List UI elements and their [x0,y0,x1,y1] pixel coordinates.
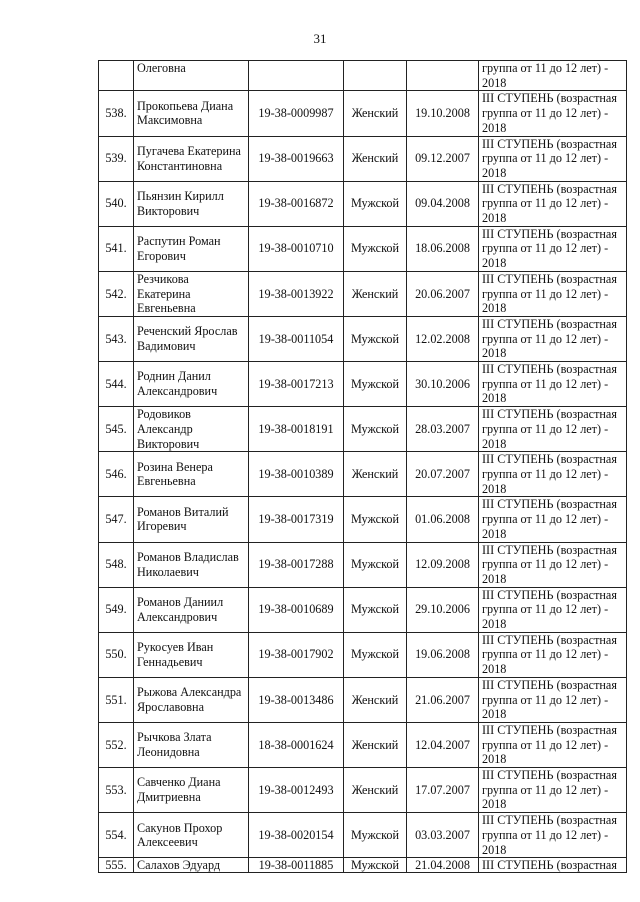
birth-date-cell: 12.09.2008 [407,542,479,587]
category-cell [479,632,627,677]
birth-date-cell: 20.06.2007 [407,271,479,316]
birth-date-cell: 09.12.2007 [407,136,479,181]
category-line: группа от 11 до 12 лет) - [482,827,609,842]
participant-name-cell: Резчикова Екатерина Евгеньевна [134,271,249,316]
category-line: III СТУПЕНЬ (возрастная [482,362,617,377]
sex-cell: Мужской [344,813,407,858]
registration-id-cell: 19-38-0017902 [249,632,344,677]
sex-cell: Мужской [344,858,407,873]
category-cell [479,858,627,873]
participant-name-cell: Пугачева Екатерина Константиновна [134,136,249,181]
sex-cell: Мужской [344,497,407,542]
participant-name-cell: Романов Владислав Николаевич [134,542,249,587]
row-number-cell: 543. [99,316,134,361]
sex-cell: Женский [344,452,407,497]
category-line: III СТУПЕНЬ (возрастная [482,271,617,286]
birth-date-cell: 20.07.2007 [407,452,479,497]
row-number-cell: 555. [99,858,134,873]
category-cell [479,271,627,316]
category-line: группа от 11 до 12 лет) - [482,241,609,256]
row-number-cell: 551. [99,677,134,722]
category-cell [479,497,627,542]
category-line: группа от 11 до 12 лет) - [482,692,609,707]
category-line: группа от 11 до 12 лет) - [482,647,609,662]
category-line: III СТУПЕНЬ (возрастная [482,226,617,241]
birth-date-cell: 30.10.2006 [407,362,479,407]
category-line: III СТУПЕНЬ (возрастная [482,181,617,196]
category-line: 2018 [482,481,507,496]
row-number-cell: 541. [99,226,134,271]
sex-cell: Мужской [344,181,407,226]
category-line: 2018 [482,346,507,361]
table-row [99,722,627,767]
row-number-cell: 550. [99,632,134,677]
category-line: группа от 11 до 12 лет) - [482,151,609,166]
birth-date-cell: 12.04.2007 [407,722,479,767]
registration-id-cell: 19-38-0017213 [249,362,344,407]
category-cell [479,61,627,91]
sex-cell: Мужской [344,587,407,632]
registration-id-cell: 19-38-0017288 [249,542,344,587]
category-cell [479,587,627,632]
birth-date-cell: 21.04.2008 [407,858,479,873]
sex-cell: Мужской [344,407,407,452]
birth-date-cell: 01.06.2008 [407,497,479,542]
table-row [99,362,627,407]
registration-id-cell: 19-38-0017319 [249,497,344,542]
birth-date-cell: 19.10.2008 [407,91,479,136]
category-line: 2018 [482,256,507,271]
category-line: III СТУПЕНЬ (возрастная [482,813,617,828]
category-line: III СТУПЕНЬ (возрастная [482,91,617,106]
participant-name-cell: Прокопьева Диана Максимовна [134,91,249,136]
birth-date-cell: 18.06.2008 [407,226,479,271]
table-row [99,316,627,361]
page-number: 31 [313,31,327,46]
participant-name-cell: Родовиков Александр Викторович [134,407,249,452]
participants-table-body [99,61,627,873]
registration-id-cell: 19-38-0011054 [249,316,344,361]
table-row [99,858,627,873]
birth-date-cell: 09.04.2008 [407,181,479,226]
category-cell [479,226,627,271]
category-cell [479,677,627,722]
category-line: группа от 11 до 12 лет) - [482,512,609,527]
category-line: группа от 11 до 12 лет) - [482,61,609,75]
category-line: 2018 [482,120,507,135]
registration-id-cell: 19-38-0016872 [249,181,344,226]
row-number-cell: 552. [99,722,134,767]
row-number-cell: 553. [99,768,134,813]
category-cell [479,722,627,767]
participant-name-cell: Рукосуев Иван Геннадьевич [134,632,249,677]
participant-name-cell: Рыжова Александра Ярославовна [134,677,249,722]
category-line: 2018 [482,75,507,90]
participant-name-cell: Пьянзин Кирилл Викторович [134,181,249,226]
sex-cell: Мужской [344,632,407,677]
birth-date-cell: 28.03.2007 [407,407,479,452]
participant-name-cell: Салахов Эдуард [134,858,249,873]
table-row [99,497,627,542]
participant-name-cell: Роднин Данил Александрович [134,362,249,407]
table-row [99,632,627,677]
table-row-continuation [99,61,627,91]
category-cell [479,407,627,452]
row-number-cell: 538. [99,91,134,136]
category-line: III СТУПЕНЬ (возрастная [482,452,617,467]
registration-id-cell: 19-38-0010689 [249,587,344,632]
sex-cell: Женский [344,677,407,722]
category-line: III СТУПЕНЬ (возрастная [482,316,617,331]
birth-date-cell: 03.03.2007 [407,813,479,858]
participant-name-cell: Сакунов Прохор Алексеевич [134,813,249,858]
category-line: III СТУПЕНЬ (возрастная [482,497,617,512]
category-line: III СТУПЕНЬ (возрастная [482,407,617,422]
participant-name-cell: Рычкова Злата Леонидовна [134,722,249,767]
category-line: III СТУПЕНЬ (возрастная [482,632,617,647]
registration-id-cell: 19-38-0009987 [249,91,344,136]
category-cell [479,136,627,181]
category-line: 2018 [482,617,507,632]
category-line: группа от 11 до 12 лет) - [482,602,609,617]
sex-cell: Женский [344,91,407,136]
birth-date-cell: 17.07.2007 [407,768,479,813]
sex-cell: Женский [344,136,407,181]
category-cell [479,91,627,136]
category-line: 2018 [482,165,507,180]
registration-id-cell: 19-38-0012493 [249,768,344,813]
table-row [99,768,627,813]
participant-name-cell: Розина Венера Евгеньевна [134,452,249,497]
participant-name-cell: Романов Даниил Александрович [134,587,249,632]
birth-date-cell: 12.02.2008 [407,316,479,361]
row-number-cell: 542. [99,271,134,316]
sex-cell: Мужской [344,226,407,271]
table-row [99,226,627,271]
birth-date-cell [407,61,479,91]
row-number-cell: 544. [99,362,134,407]
category-cell [479,542,627,587]
sex-cell: Мужской [344,542,407,587]
table-row [99,181,627,226]
category-cell [479,813,627,858]
row-number-cell: 540. [99,181,134,226]
participants-table [98,60,627,873]
registration-id-cell: 19-38-0020154 [249,813,344,858]
row-number-cell: 547. [99,497,134,542]
sex-cell [344,61,407,91]
sex-cell: Мужской [344,362,407,407]
category-line: III СТУПЕНЬ (возрастная [482,858,617,873]
row-number-cell: 554. [99,813,134,858]
registration-id-cell: 19-38-0010389 [249,452,344,497]
category-line: группа от 11 до 12 лет) - [482,286,609,301]
table-row [99,136,627,181]
category-line: 2018 [482,707,507,722]
category-line: 2018 [482,842,507,857]
category-line: группа от 11 до 12 лет) - [482,106,609,121]
category-line: группа от 11 до 12 лет) - [482,421,609,436]
registration-id-cell: 19-38-0019663 [249,136,344,181]
category-line: III СТУПЕНЬ (возрастная [482,542,617,557]
participant-name-cell: Реченский Ярослав Вадимович [134,316,249,361]
category-line: III СТУПЕНЬ (возрастная [482,136,617,151]
category-line: 2018 [482,752,507,767]
table-row [99,452,627,497]
category-line: 2018 [482,391,507,406]
registration-id-cell: 19-38-0018191 [249,407,344,452]
category-line: 2018 [482,662,507,677]
registration-id-cell: 19-38-0013486 [249,677,344,722]
category-line: 2018 [482,211,507,226]
row-number-cell: 546. [99,452,134,497]
sex-cell: Женский [344,768,407,813]
registration-id-cell: 19-38-0011885 [249,858,344,873]
category-cell [479,181,627,226]
table-row [99,677,627,722]
table-row [99,813,627,858]
category-line: III СТУПЕНЬ (возрастная [482,587,617,602]
category-line: 2018 [482,436,507,451]
category-line: III СТУПЕНЬ (возрастная [482,677,617,692]
registration-id-cell: 19-38-0010710 [249,226,344,271]
category-line: III СТУПЕНЬ (возрастная [482,768,617,783]
row-number-cell: 539. [99,136,134,181]
registration-id-cell: 19-38-0013922 [249,271,344,316]
sex-cell: Женский [344,271,407,316]
table-row [99,542,627,587]
birth-date-cell: 29.10.2006 [407,587,479,632]
table-row [99,407,627,452]
birth-date-cell: 19.06.2008 [407,632,479,677]
row-number-cell [99,61,134,91]
category-line: группа от 11 до 12 лет) - [482,196,609,211]
category-cell [479,316,627,361]
category-cell [479,452,627,497]
category-line: группа от 11 до 12 лет) - [482,466,609,481]
category-line: группа от 11 до 12 лет) - [482,737,609,752]
category-line: 2018 [482,797,507,812]
birth-date-cell: 21.06.2007 [407,677,479,722]
category-cell [479,768,627,813]
registration-id-cell [249,61,344,91]
participant-name-cell: Романов Виталий Игоревич [134,497,249,542]
row-number-cell: 548. [99,542,134,587]
category-line: 2018 [482,301,507,316]
category-cell [479,362,627,407]
table-row [99,271,627,316]
participant-name-cell: Олеговна [134,61,249,91]
category-line: группа от 11 до 12 лет) - [482,557,609,572]
table-row [99,91,627,136]
sex-cell: Мужской [344,316,407,361]
category-line: III СТУПЕНЬ (возрастная [482,722,617,737]
category-line: группа от 11 до 12 лет) - [482,376,609,391]
table-row [99,587,627,632]
category-line: 2018 [482,526,507,541]
sex-cell: Женский [344,722,407,767]
category-line: группа от 11 до 12 лет) - [482,331,609,346]
row-number-cell: 545. [99,407,134,452]
category-line: группа от 11 до 12 лет) - [482,782,609,797]
participant-name-cell: Савченко Диана Дмитриевна [134,768,249,813]
row-number-cell: 549. [99,587,134,632]
participant-name-cell: Распутин Роман Егорович [134,226,249,271]
category-line: 2018 [482,571,507,586]
registration-id-cell: 18-38-0001624 [249,722,344,767]
